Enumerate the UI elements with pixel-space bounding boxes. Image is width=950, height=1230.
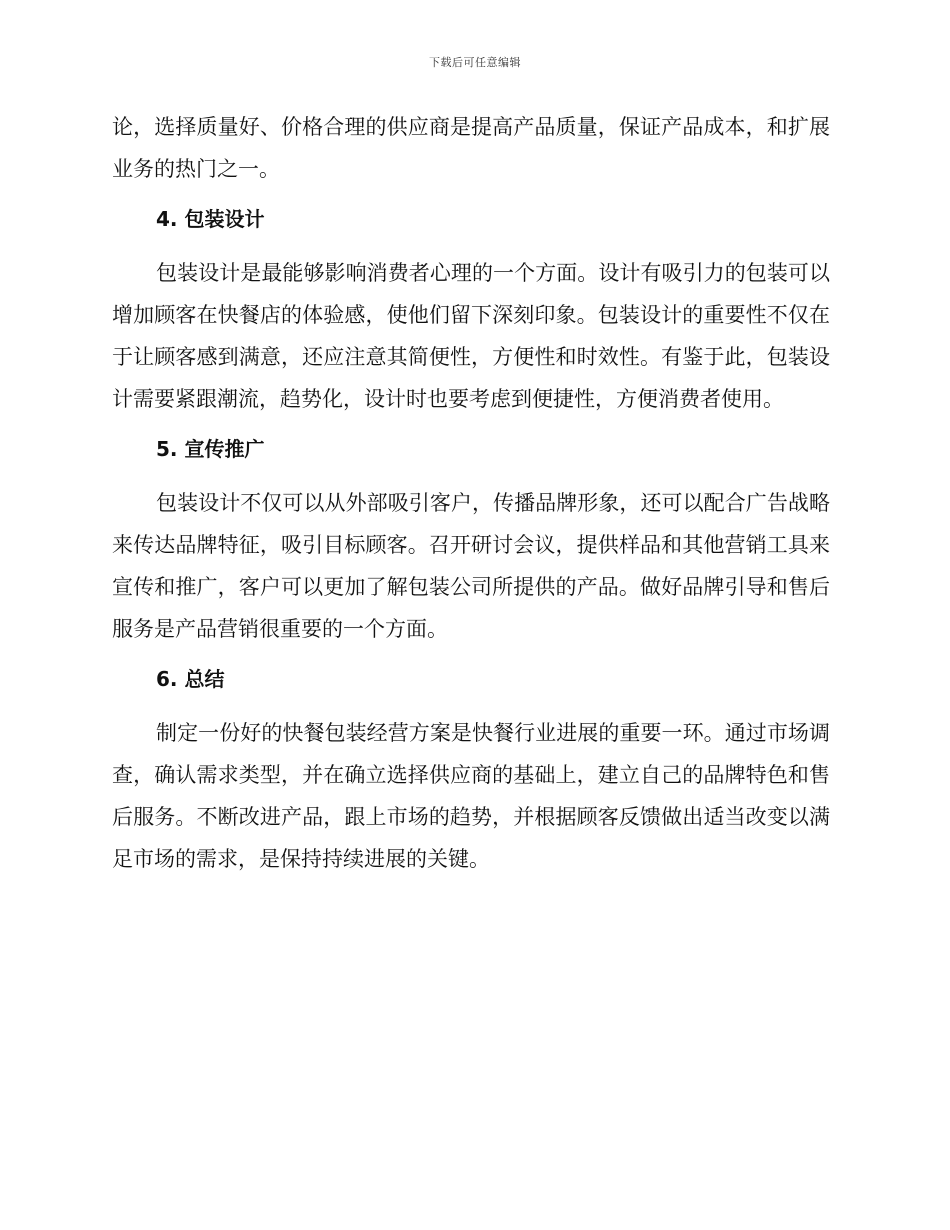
promotion-paragraph: 包装设计不仅可以从外部吸引客户，传播品牌形象，还可以配合广告战略来传达品牌特征，吸引目标顾客。召开研讨会议，提供样品和其他营销工具来宣传和推广，客户可以更加了解包装公司所提供的产品。做好品牌引导和售后服务是产品营销很重要的一个方面。 <box>112 491 830 641</box>
section-heading-promotion: 5. 宣传推广 <box>156 437 265 461</box>
intro-paragraph: 论，选择质量好、价格合理的供应商是提高产品质量，保证产品成本，和扩展业务的热门之一。 <box>112 115 830 181</box>
document-body <box>112 106 830 888</box>
section-heading-summary: 6. 总结 <box>156 667 225 691</box>
packaging-paragraph: 包装设计是最能够影响消费者心理的一个方面。设计有吸引力的包装可以增加顾客在快餐店的体验感，使他们留下深刻印象。包装设计的重要性不仅在于让顾客感到满意，还应注意其简便性，方便性和时效性。有鉴于此，包装设计需要紧跟潮流，趋势化，设计时也要考虑到便捷性，方便消费者使用。 <box>112 261 830 411</box>
page-header: 下载后可任意编辑 <box>429 56 521 69</box>
section-heading-packaging: 4. 包装设计 <box>156 207 265 231</box>
summary-paragraph: 制定一份好的快餐包装经营方案是快餐行业进展的重要一环。通过市场调查，确认需求类型，并在确立选择供应商的基础上，建立自己的品牌特色和售后服务。不断改进产品，跟上市场的趋势，并根据顾客反馈做出适当改变以满足市场的需求，是保持持续进展的关键。 <box>112 721 830 871</box>
